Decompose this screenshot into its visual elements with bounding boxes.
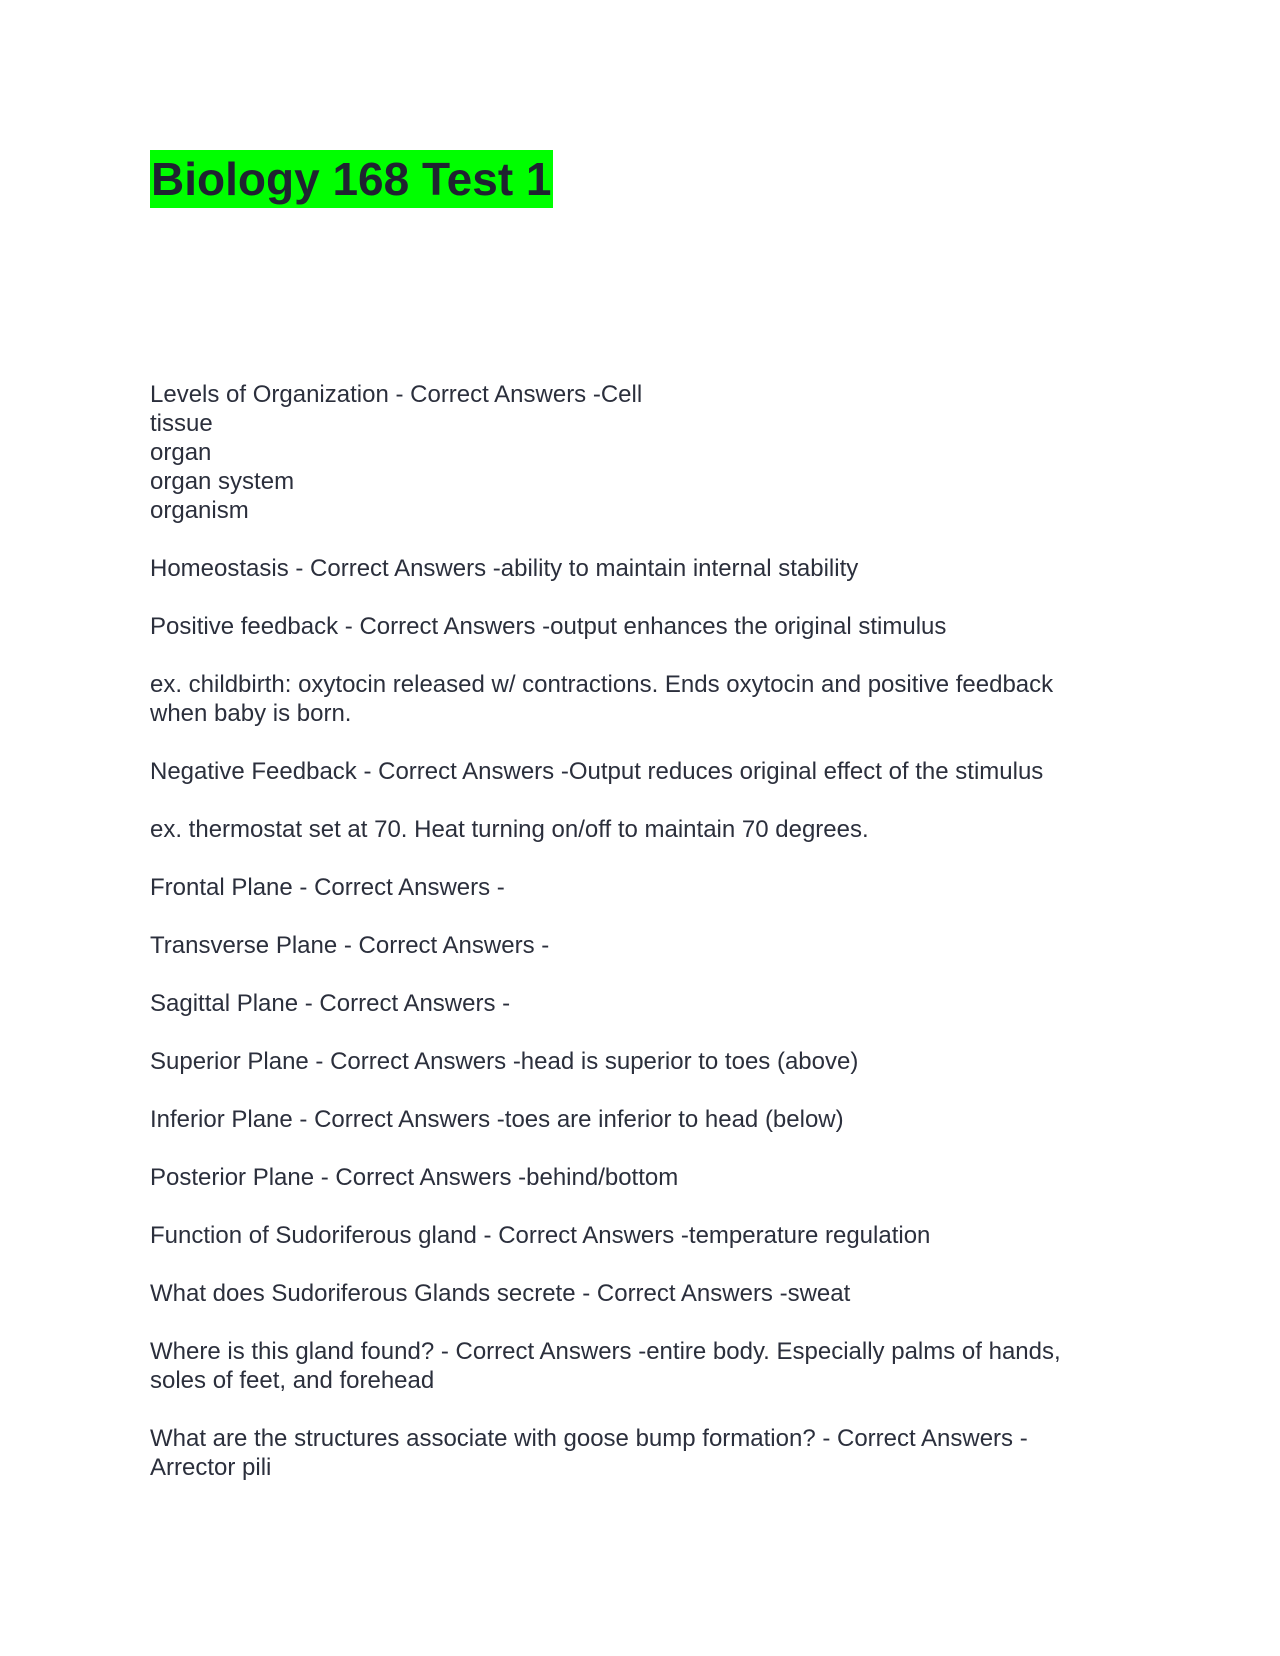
entry-line: Posterior Plane - Correct Answers -behind/bottom [150, 1164, 679, 1191]
qa-entry [150, 1105, 1130, 1134]
entry-line: What does Sudoriferous Glands secrete - Correct Answers -sweat [150, 1280, 851, 1307]
title-wrap [150, 150, 553, 208]
entry-line: when baby is born. [150, 700, 352, 727]
entry-line: Inferior Plane - Correct Answers -toes are inferior to head (below) [150, 1106, 844, 1133]
entry-line: organ [150, 439, 212, 466]
entry-line: Negative Feedback - Correct Answers -Output reduces original effect of the stimulus [150, 758, 1044, 785]
entry-line: ex. childbirth: oxytocin released w/ contractions. Ends oxytocin and positive feedback [150, 671, 1054, 698]
qa-entry [150, 1279, 1130, 1308]
entry-line: organ system [150, 468, 295, 495]
entry-line: Where is this gland found? - Correct Answers -entire body. Especially palms of hands, [150, 1338, 1061, 1365]
qa-entry [150, 612, 1130, 641]
qa-entry [150, 989, 1130, 1018]
entry-line: Transverse Plane - Correct Answers - [150, 932, 550, 959]
entry-line: ex. thermostat set at 70. Heat turning on/off to maintain 70 degrees. [150, 816, 869, 843]
qa-entry [150, 670, 1130, 728]
entry-line: Levels of Organization - Correct Answers -Cell [150, 381, 643, 408]
entry-line: Arrector pili [150, 1454, 272, 1481]
qa-entry [150, 815, 1130, 844]
qa-entry [150, 1047, 1130, 1076]
entry-line: Sagittal Plane - Correct Answers - [150, 990, 511, 1017]
qa-entry [150, 1424, 1130, 1482]
entries-list [150, 380, 1130, 1511]
entry-line: Function of Sudoriferous gland - Correct Answers -temperature regulation [150, 1222, 931, 1249]
entry-line: Positive feedback - Correct Answers -output enhances the original stimulus [150, 613, 947, 640]
qa-entry [150, 757, 1130, 786]
qa-entry [150, 1221, 1130, 1250]
entry-line: Homeostasis - Correct Answers -ability to maintain internal stability [150, 555, 859, 582]
qa-entry [150, 873, 1130, 902]
entry-line: tissue [150, 410, 213, 437]
entry-line: organism [150, 497, 249, 524]
qa-entry [150, 1163, 1130, 1192]
entry-line: Superior Plane - Correct Answers -head is superior to toes (above) [150, 1048, 859, 1075]
qa-entry [150, 1337, 1130, 1395]
entry-line: What are the structures associate with goose bump formation? - Correct Answers - [150, 1425, 1028, 1452]
qa-entry [150, 380, 1130, 525]
document-title: Biology 168 Test 1 [150, 150, 553, 208]
entry-line: soles of feet, and forehead [150, 1367, 435, 1394]
entry-line: Frontal Plane - Correct Answers - [150, 874, 505, 901]
qa-entry [150, 554, 1130, 583]
qa-entry [150, 931, 1130, 960]
